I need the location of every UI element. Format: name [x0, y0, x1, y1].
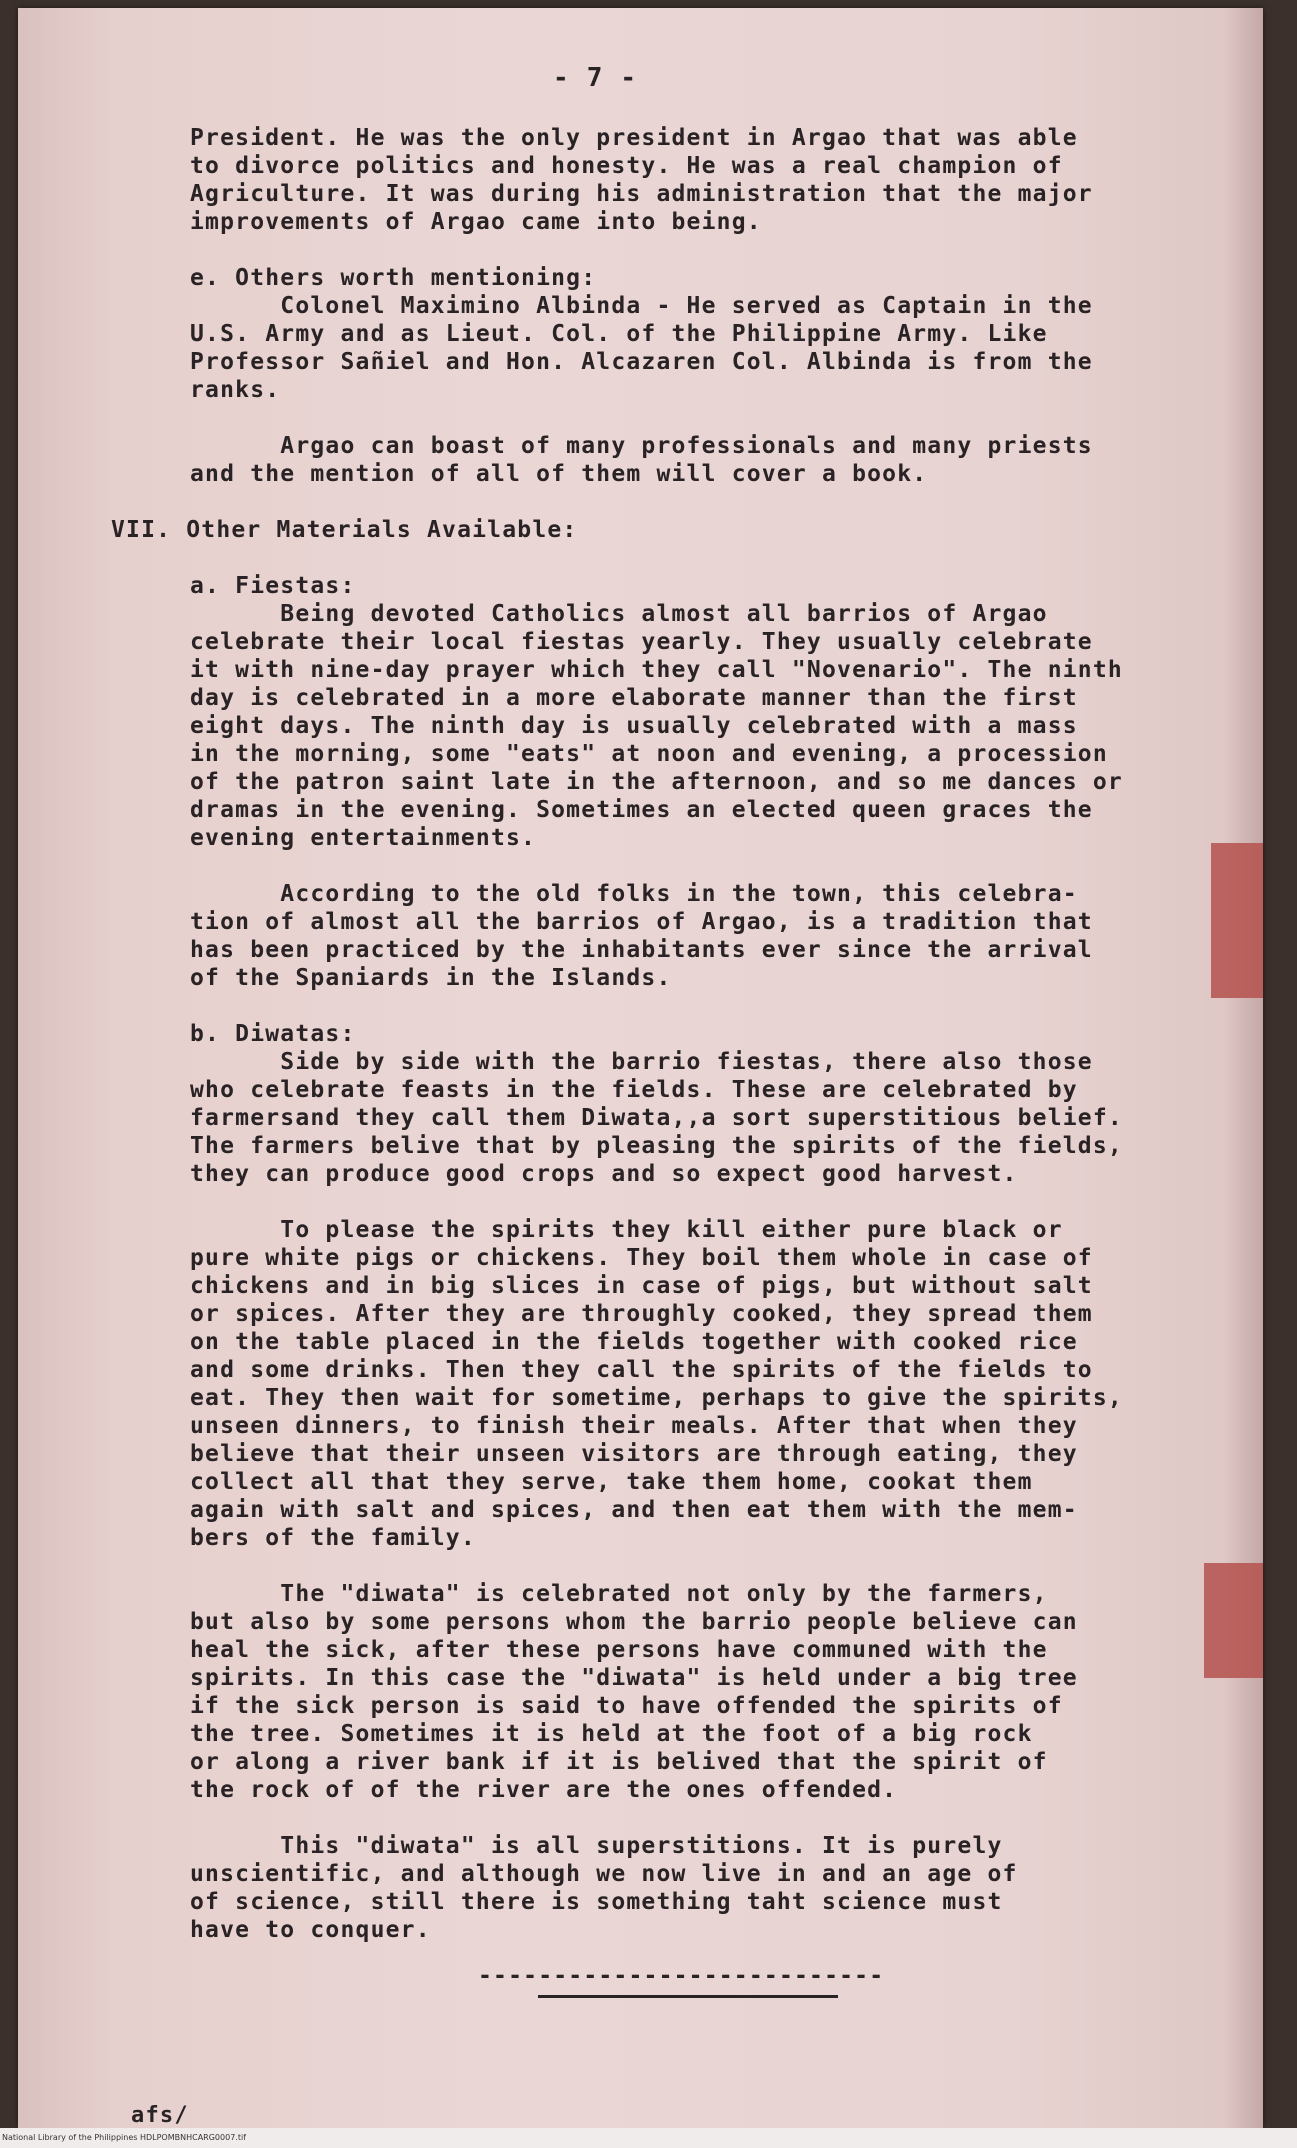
- text-line: believe that their unseen visitors are through eating, they: [190, 1441, 1078, 1467]
- text-line: ranks.: [190, 377, 281, 403]
- text-line: unseen dinners, to finish their meals. After that when they: [190, 1413, 1078, 1439]
- text-line: collect all that they serve, take them home, cookat them: [190, 1469, 1033, 1495]
- text-line: in the morning, some "eats" at noon and evening, a procession: [190, 741, 1108, 767]
- text-line: on the table placed in the fields together with cooked rice: [190, 1329, 1078, 1355]
- closing-underline: [538, 1995, 838, 1998]
- text-line: This "diwata" is all superstitions. It is purely: [190, 1833, 1003, 1859]
- red-stain: [1211, 843, 1263, 998]
- text-line: bers of the family.: [190, 1525, 476, 1551]
- closing-rule: ---------------------------: [478, 1963, 885, 1989]
- text-line: unscientific, and although we now live in and an age of: [190, 1861, 1018, 1887]
- text-line: improvements of Argao came into being.: [190, 209, 762, 235]
- text-line: celebrate their local fiestas yearly. They usually celebrate: [190, 629, 1093, 655]
- text-line: Being devoted Catholics almost all barrios of Argao: [190, 601, 1048, 627]
- page-edge-shadow: [1223, 8, 1263, 2128]
- subsection-heading: b. Diwatas:: [190, 1021, 356, 1047]
- text-line: eight days. The ninth day is usually celebrated with a mass: [190, 713, 1078, 739]
- text-line: day is celebrated in a more elaborate manner than the first: [190, 685, 1078, 711]
- text-line: To please the spirits they kill either pure black or: [190, 1217, 1063, 1243]
- text-line: of science, still there is something taht science must: [190, 1889, 1003, 1915]
- text-line: spirits. In this case the "diwata" is held under a big tree: [190, 1665, 1078, 1691]
- text-line: has been practiced by the inhabitants ever since the arrival: [190, 937, 1093, 963]
- text-line: chickens and in big slices in case of pigs, but without salt: [190, 1273, 1093, 1299]
- text-line: Colonel Maximino Albinda - He served as Captain in the: [190, 293, 1093, 319]
- text-line: the rock of of the river are the ones offended.: [190, 1777, 898, 1803]
- red-stain: [1204, 1563, 1263, 1678]
- text-line: President. He was the only president in Argao that was able: [190, 125, 1078, 151]
- text-line: The "diwata" is celebrated not only by the farmers,: [190, 1581, 1048, 1607]
- text-line: tion of almost all the barrios of Argao, is a tradition that: [190, 909, 1093, 935]
- text-line: eat. They then wait for sometime, perhaps to give the spirits,: [190, 1385, 1123, 1411]
- section-heading: e. Others worth mentioning:: [190, 265, 597, 291]
- text-line: and the mention of all of them will cover a book.: [190, 461, 928, 487]
- text-line: heal the sick, after these persons have communed with the: [190, 1637, 1048, 1663]
- text-line: Professor Sañiel and Hon. Alcazaren Col. Albinda is from the: [190, 349, 1093, 375]
- section-vii-heading: VII. Other Materials Available:: [111, 517, 578, 543]
- text-line: According to the old folks in the town, this celebra-: [190, 881, 1078, 907]
- scan-footer: [0, 2128, 1297, 2148]
- text-line: if the sick person is said to have offended the spirits of: [190, 1693, 1063, 1719]
- text-line: the tree. Sometimes it is held at the foot of a big rock: [190, 1721, 1033, 1747]
- text-line: and some drinks. Then they call the spirits of the fields to: [190, 1357, 1093, 1383]
- text-line: or along a river bank if it is belived that the spirit of: [190, 1749, 1048, 1775]
- text-line: who celebrate feasts in the fields. These are celebrated by: [190, 1077, 1078, 1103]
- text-line: dramas in the evening. Sometimes an elected queen graces the: [190, 797, 1093, 823]
- text-line: of the Spaniards in the Islands.: [190, 965, 672, 991]
- text-line: Argao can boast of many professionals and many priests: [190, 433, 1093, 459]
- text-line: U.S. Army and as Lieut. Col. of the Philippine Army. Like: [190, 321, 1048, 347]
- text-line: but also by some persons whom the barrio people believe can: [190, 1609, 1078, 1635]
- text-line: or spices. After they are throughly cooked, they spread them: [190, 1301, 1093, 1327]
- typist-initials: afs/: [131, 2103, 189, 2128]
- text-line: pure white pigs or chickens. They boil them whole in case of: [190, 1245, 1093, 1271]
- text-line: have to conquer.: [190, 1917, 431, 1943]
- text-line: Agriculture. It was during his administration that the major: [190, 181, 1093, 207]
- text-line: farmersand they call them Diwata,,a sort superstitious belief.: [190, 1105, 1123, 1131]
- document-page: [18, 8, 1263, 2128]
- page-number: - 7 -: [553, 63, 638, 93]
- text-line: The farmers belive that by pleasing the spirits of the fields,: [190, 1133, 1123, 1159]
- text-line: they can produce good crops and so expect good harvest.: [190, 1161, 1018, 1187]
- subsection-heading: a. Fiestas:: [190, 573, 356, 599]
- text-line: to divorce politics and honesty. He was a real champion of: [190, 153, 1063, 179]
- text-line: Side by side with the barrio fiestas, there also those: [190, 1049, 1093, 1075]
- footer-caption: National Library of the Philippines HDLPOMBNHCARG0007.tif: [2, 2133, 247, 2142]
- text-line: again with salt and spices, and then eat them with the mem-: [190, 1497, 1078, 1523]
- text-line: it with nine-day prayer which they call "Novenario". The ninth: [190, 657, 1123, 683]
- text-line: evening entertainments.: [190, 825, 537, 851]
- text-line: of the patron saint late in the afternoon, and so me dances or: [190, 769, 1123, 795]
